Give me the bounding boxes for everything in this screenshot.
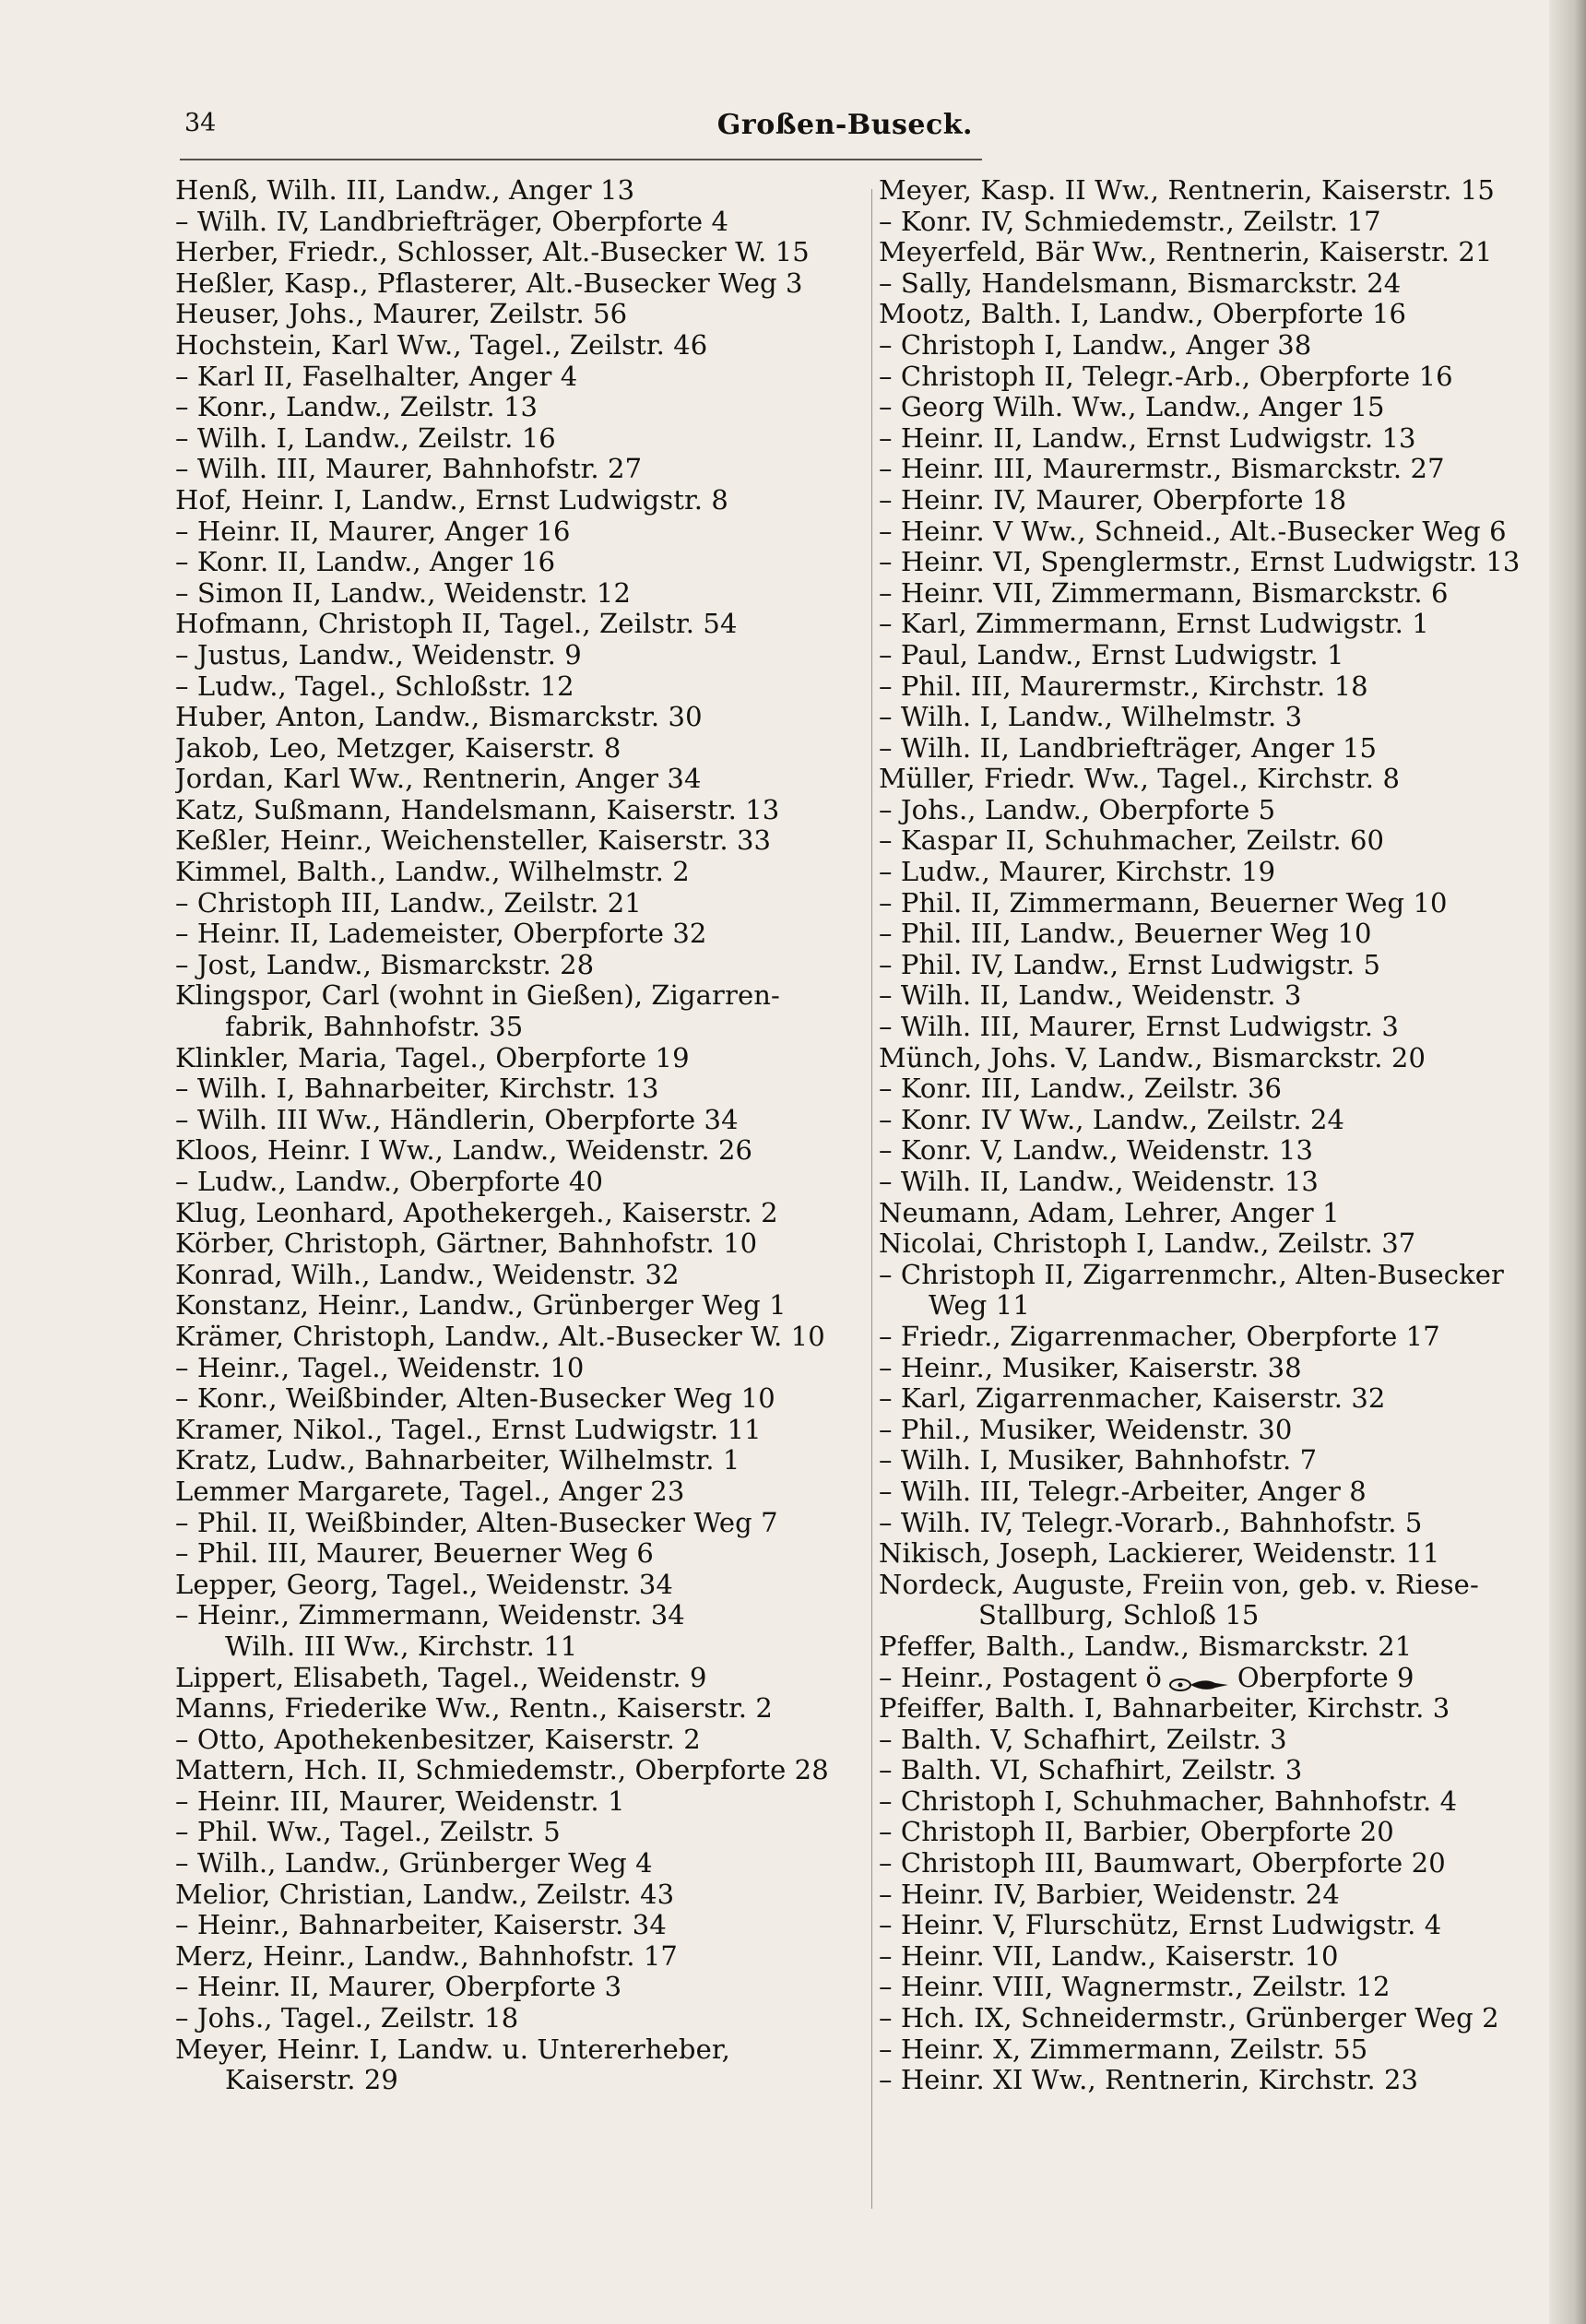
directory-entry: – Heinr. XI Ww., Rentnerin, Kirchstr. 23 (879, 2065, 1419, 2096)
directory-entry: Nordeck, Auguste, Freiin von, geb. v. Riese- (879, 1569, 1479, 1600)
directory-entry: Krämer, Christoph, Landw., Alt.-Busecker W. 10 (175, 1321, 825, 1352)
directory-entry: – Phil. II, Weißbinder, Alten-Busecker Weg 7 (175, 1507, 778, 1538)
directory-entry: Henß, Wilh. III, Landw., Anger 13 (175, 175, 635, 206)
directory-entry: Kratz, Ludw., Bahnarbeiter, Wilhelmstr. 1 (175, 1445, 740, 1476)
directory-entry: – Ludw., Tagel., Schloßstr. 12 (175, 670, 574, 702)
directory-entry: Lippert, Elisabeth, Tagel., Weidenstr. 9 (175, 1662, 707, 1693)
directory-entry: Hochstein, Karl Ww., Tagel., Zeilstr. 46 (175, 329, 708, 361)
directory-entry: Klinkler, Maria, Tagel., Oberpforte 19 (175, 1042, 690, 1073)
directory-entry: Kramer, Nikol., Tagel., Ernst Ludwigstr. 11 (175, 1414, 762, 1445)
directory-entry: – Konr. IV Ww., Landw., Zeilstr. 24 (879, 1104, 1345, 1135)
left-column (175, 175, 871, 2096)
directory-entry: – Heinr. V, Flurschütz, Ernst Ludwigstr. 4 (879, 1910, 1442, 1941)
directory-entry: Herber, Friedr., Schlosser, Alt.-Busecker W. 15 (175, 237, 810, 268)
directory-entry: – Wilh. III, Telegr.-Arbeiter, Anger 8 (879, 1476, 1367, 1507)
directory-entry: – Wilh. IV, Landbriefträger, Oberpforte 4 (175, 206, 729, 237)
directory-entry: – Justus, Landw., Weidenstr. 9 (175, 639, 582, 670)
directory-entry: – Simon II, Landw., Weidenstr. 12 (175, 577, 632, 609)
directory-entry: Mattern, Hch. II, Schmiedemstr., Oberpforte 28 (175, 1755, 829, 1786)
directory-entry: – Otto, Apothekenbesitzer, Kaiserstr. 2 (175, 1724, 701, 1755)
directory-entry: – Karl, Zimmermann, Ernst Ludwigstr. 1 (879, 609, 1429, 640)
directory-entry: – Wilh. I, Bahnarbeiter, Kirchstr. 13 (175, 1073, 659, 1105)
directory-entry: Lemmer Margarete, Tagel., Anger 23 (175, 1476, 685, 1507)
directory-entry: – Phil., Musiker, Weidenstr. 30 (879, 1414, 1293, 1445)
page-number: 34 (184, 109, 217, 137)
directory-entry: – Phil. III, Landw., Beuerner Weg 10 (879, 919, 1372, 950)
directory-entry-continuation: fabrik, Bahnhofstr. 35 (225, 1012, 524, 1043)
directory-entry: – Konr. V, Landw., Weidenstr. 13 (879, 1135, 1314, 1167)
directory-entry: – Heinr. IV, Barbier, Weidenstr. 24 (879, 1879, 1340, 1910)
directory-entry: – Wilh. III, Maurer, Bahnhofstr. 27 (175, 454, 643, 485)
directory-entry: Manns, Friederike Ww., Rentn., Kaiserstr. 2 (175, 1693, 773, 1725)
directory-entry: – Heinr. II, Maurer, Anger 16 (175, 516, 571, 547)
directory-entry: – Christoph II, Barbier, Oberpforte 20 (879, 1817, 1394, 1848)
directory-entry: – Heinr. VII, Zimmermann, Bismarckstr. 6 (879, 577, 1449, 609)
entry-text-after-icon: Oberpforte 9 (1237, 1662, 1414, 1693)
directory-entry: – Heinr. X, Zimmermann, Zeilstr. 55 (879, 2034, 1368, 2065)
directory-entry: Heßler, Kasp., Pflasterer, Alt.-Busecker Weg 3 (175, 267, 803, 299)
directory-entry: – Wilh. I, Landw., Wilhelmstr. 3 (879, 702, 1303, 733)
directory-entry: – Heinr. II, Lademeister, Oberpforte 32 (175, 919, 707, 950)
directory-entry: Klingspor, Carl (wohnt in Gießen), Zigarren- (175, 980, 780, 1012)
directory-entry: Pfeffer, Balth., Landw., Bismarckstr. 21 (879, 1630, 1413, 1662)
directory-entry: – Karl, Zigarrenmacher, Kaiserstr. 32 (879, 1383, 1386, 1415)
directory-entry: – Heinr. VII, Landw., Kaiserstr. 10 (879, 1940, 1339, 1972)
directory-entry: – Wilh. II, Landw., Weidenstr. 13 (879, 1167, 1319, 1197)
directory-entry: – Sally, Handelsmann, Bismarckstr. 24 (879, 267, 1402, 299)
directory-entry: – Christoph I, Schuhmacher, Bahnhofstr. 4 (879, 1785, 1458, 1817)
directory-entry: – Wilh. I, Landw., Zeilstr. 16 (175, 422, 556, 454)
directory-entry: Melior, Christian, Landw., Zeilstr. 43 (175, 1879, 675, 1910)
directory-entry: – Konr. IV, Schmiedemstr., Zeilstr. 17 (879, 206, 1381, 237)
telephone-icon (1167, 1670, 1232, 1689)
directory-entry: – Phil. Ww., Tagel., Zeilstr. 5 (175, 1817, 561, 1848)
directory-entry: Konrad, Wilh., Landw., Weidenstr. 32 (175, 1259, 680, 1290)
header-rule (180, 159, 982, 160)
directory-entry-with-telephone (879, 1663, 1529, 1694)
directory-entry: Müller, Friedr. Ww., Tagel., Kirchstr. 8 (879, 764, 1400, 795)
directory-entry: – Ludw., Maurer, Kirchstr. 19 (879, 857, 1276, 888)
directory-entry: – Heinr. VI, Spenglermstr., Ernst Ludwigstr. 13 (879, 547, 1521, 578)
directory-entry: – Wilh. II, Landw., Weidenstr. 3 (879, 980, 1302, 1012)
directory-entry: – Wilh. III Ww., Händlerin, Oberpforte 34 (175, 1104, 739, 1135)
directory-entry: – Heinr., Bahnarbeiter, Kaiserstr. 34 (175, 1910, 667, 1941)
directory-entry-continuation: Stallburg, Schloß 15 (978, 1600, 1260, 1631)
directory-entry: Münch, Johs. V, Landw., Bismarckstr. 20 (879, 1042, 1426, 1073)
directory-entry: Meyerfeld, Bär Ww., Rentnerin, Kaiserstr. 21 (879, 237, 1493, 268)
directory-entry: – Paul, Landw., Ernst Ludwigstr. 1 (879, 639, 1344, 670)
directory-entry: – Phil. III, Maurer, Beuerner Weg 6 (175, 1538, 654, 1570)
directory-entry: – Phil. II, Zimmermann, Beuerner Weg 10 (879, 887, 1448, 919)
directory-entry: – Christoph II, Telegr.-Arb., Oberpforte 16 (879, 361, 1453, 392)
directory-entry-continuation: Kaiserstr. 29 (225, 2065, 398, 2096)
directory-entry: – Heinr. VIII, Wagnermstr., Zeilstr. 12 (879, 1972, 1391, 2003)
directory-entry: – Heinr. IV, Maurer, Oberpforte 18 (879, 484, 1347, 516)
directory-entry-continuation: Weg 11 (929, 1290, 1030, 1322)
directory-entry: Katz, Sußmann, Handelsmann, Kaiserstr. 13 (175, 794, 780, 825)
directory-entry: – Konr. III, Landw., Zeilstr. 36 (879, 1073, 1283, 1105)
directory-entry: Nicolai, Christoph I, Landw., Zeilstr. 37 (879, 1228, 1416, 1260)
directory-entry: – Balth. VI, Schafhirt, Zeilstr. 3 (879, 1755, 1303, 1786)
directory-entry: Hofmann, Christoph II, Tagel., Zeilstr. 54 (175, 609, 738, 640)
directory-entry: – Wilh. IV, Telegr.-Vorarb., Bahnhofstr. 5 (879, 1507, 1423, 1538)
directory-entry: – Konr., Weißbinder, Alten-Busecker Weg 10 (175, 1383, 775, 1415)
directory-entry: – Jost, Landw., Bismarckstr. 28 (175, 949, 595, 980)
directory-entry: – Heinr., Zimmermann, Weidenstr. 34 (175, 1600, 685, 1631)
directory-entry: – Wilh. III, Maurer, Ernst Ludwigstr. 3 (879, 1012, 1399, 1043)
directory-entry: – Christoph III, Landw., Zeilstr. 21 (175, 887, 642, 919)
directory-entry: Meyer, Kasp. II Ww., Rentnerin, Kaiserstr. 15 (879, 175, 1495, 206)
directory-entry: Jakob, Leo, Metzger, Kaiserstr. 8 (175, 732, 621, 764)
directory-entry: – Johs., Tagel., Zeilstr. 18 (175, 2003, 519, 2034)
directory-entry: – Heinr. II, Landw., Ernst Ludwigstr. 13 (879, 422, 1416, 454)
directory-entry: – Konr., Landw., Zeilstr. 13 (175, 392, 539, 423)
directory-entry: – Wilh. II, Landbriefträger, Anger 15 (879, 732, 1378, 764)
directory-entry: – Heinr., Musiker, Kaiserstr. 38 (879, 1352, 1302, 1383)
directory-entry: Kloos, Heinr. I Ww., Landw., Weidenstr. 26 (175, 1135, 753, 1167)
directory-entry: – Christoph III, Baumwart, Oberpforte 20 (879, 1848, 1446, 1879)
directory-entry: – Georg Wilh. Ww., Landw., Anger 15 (879, 392, 1385, 423)
directory-entry: – Hch. IX, Schneidermstr., Grünberger Weg 2 (879, 2003, 1499, 2034)
directory-entry: Meyer, Heinr. I, Landw. u. Untererheber, (175, 2034, 730, 2065)
page-edge-shadow (1549, 0, 1586, 2324)
directory-entry: – Ludw., Landw., Oberpforte 40 (175, 1167, 603, 1197)
directory-entry: Pfeiffer, Balth. I, Bahnarbeiter, Kirchstr. 3 (879, 1693, 1450, 1725)
directory-entry: Lepper, Georg, Tagel., Weidenstr. 34 (175, 1569, 673, 1600)
directory-entry: – Karl II, Faselhalter, Anger 4 (175, 361, 578, 392)
directory-entry: – Heinr. III, Maurer, Weidenstr. 1 (175, 1785, 625, 1817)
entry-text-before-icon: – Heinr., Postagent ö (879, 1662, 1162, 1693)
directory-entry: Körber, Christoph, Gärtner, Bahnhofstr. 10 (175, 1228, 758, 1260)
directory-entry: Huber, Anton, Landw., Bismarckstr. 30 (175, 702, 703, 733)
directory-entry: Jordan, Karl Ww., Rentnerin, Anger 34 (175, 764, 702, 795)
directory-entry: Heuser, Johs., Maurer, Zeilstr. 56 (175, 299, 628, 330)
directory-entry: – Christoph I, Landw., Anger 38 (879, 329, 1312, 361)
directory-entry: Keßler, Heinr., Weichensteller, Kaiserstr. 33 (175, 825, 772, 857)
running-head: Großen-Buseck. (716, 109, 973, 141)
directory-entry: – Phil. IV, Landw., Ernst Ludwigstr. 5 (879, 949, 1381, 980)
directory-entry: – Phil. III, Maurermstr., Kirchstr. 18 (879, 670, 1368, 702)
directory-entry: Hof, Heinr. I, Landw., Ernst Ludwigstr. 8 (175, 484, 728, 516)
directory-entry: – Wilh. I, Musiker, Bahnhofstr. 7 (879, 1445, 1318, 1476)
directory-entry: Mootz, Balth. I, Landw., Oberpforte 16 (879, 299, 1407, 330)
directory-entry: – Balth. V, Schafhirt, Zeilstr. 3 (879, 1724, 1287, 1755)
page-header (184, 109, 973, 155)
directory-entry: – Heinr. III, Maurermstr., Bismarckstr. 27 (879, 454, 1445, 485)
directory-entry: – Kaspar II, Schuhmacher, Zeilstr. 60 (879, 825, 1385, 857)
directory-entry: Neumann, Adam, Lehrer, Anger 1 (879, 1197, 1340, 1228)
directory-entry: Nikisch, Joseph, Lackierer, Weidenstr. 11 (879, 1538, 1440, 1570)
directory-entry: – Konr. II, Landw., Anger 16 (175, 547, 556, 578)
directory-entry: Merz, Heinr., Landw., Bahnhofstr. 17 (175, 1940, 678, 1972)
directory-entry: – Johs., Landw., Oberpforte 5 (879, 794, 1276, 825)
column-divider (871, 189, 872, 2209)
directory-entry: – Christoph II, Zigarrenmchr., Alten-Busecker (879, 1259, 1504, 1290)
directory-entry: – Wilh., Landw., Grünberger Weg 4 (175, 1848, 653, 1879)
directory-entry: Kimmel, Balth., Landw., Wilhelmstr. 2 (175, 857, 690, 888)
directory-entry: Klug, Leonhard, Apothekergeh., Kaiserstr. 2 (175, 1197, 778, 1228)
directory-entry: – Friedr., Zigarrenmacher, Oberpforte 17 (879, 1321, 1440, 1352)
directory-entry: – Heinr. II, Maurer, Oberpforte 3 (175, 1972, 622, 2003)
directory-entry: Konstanz, Heinr., Landw., Grünberger Weg 1 (175, 1290, 787, 1322)
directory-entry-continuation: Wilh. III Ww., Kirchstr. 11 (225, 1630, 578, 1662)
directory-entry: – Heinr., Tagel., Weidenstr. 10 (175, 1352, 585, 1383)
right-column (879, 175, 1529, 2096)
directory-entry: – Heinr. V Ww., Schneid., Alt.-Busecker Weg 6 (879, 516, 1507, 547)
